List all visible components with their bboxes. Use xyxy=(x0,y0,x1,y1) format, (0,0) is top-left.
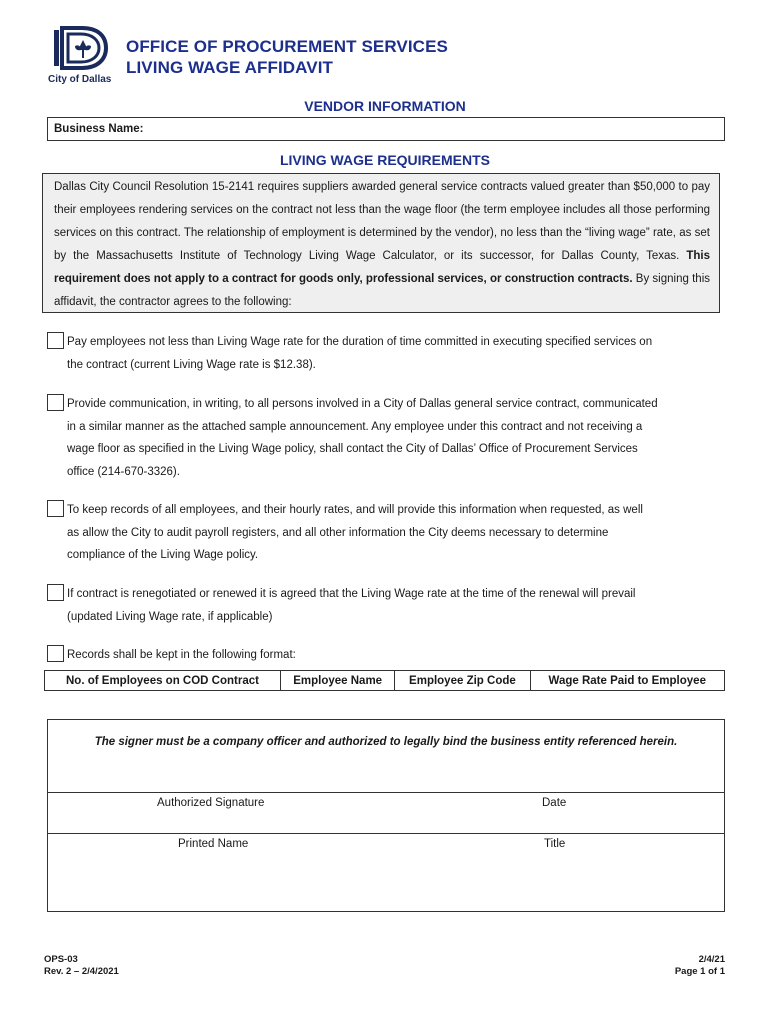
requirements-exclusion-text: This requirement does not apply to a contract for goods only, professional services, or construction contracts. xyxy=(54,250,710,285)
living-wage-requirements-heading: LIVING WAGE REQUIREMENTS xyxy=(279,152,490,168)
agreement-item-records-format xyxy=(47,644,717,667)
title-label: Title xyxy=(544,838,566,850)
employee-records-table xyxy=(44,670,725,691)
item-text-continued: office (214-670-3326). xyxy=(67,465,180,478)
item-text-continued: as allow the City to audit payroll registers, and all other information the City deems necessary to determine xyxy=(67,526,609,539)
date-label: Date xyxy=(542,797,567,809)
business-name-field[interactable] xyxy=(47,117,725,141)
item-text: Provide communication, in writing, to all persons involved in a City of Dallas general service contract, communicated xyxy=(67,398,658,410)
form-code: OPS-03 xyxy=(44,954,78,965)
logo-caption: City of Dallas xyxy=(48,74,112,85)
checkbox[interactable] xyxy=(47,584,64,601)
printed-name-row[interactable] xyxy=(48,833,724,875)
item-text: To keep records of all employees, and their hourly rates, and will provide this information when requested, as well xyxy=(67,504,643,516)
office-title: OFFICE OF PROCUREMENT SERVICES xyxy=(126,37,448,56)
footer-right xyxy=(675,954,725,978)
printed-name-label: Printed Name xyxy=(178,838,249,850)
checkbox[interactable] xyxy=(47,500,64,517)
footer-left xyxy=(44,954,119,978)
column-header: Employee Zip Code xyxy=(395,671,530,691)
agreement-item-keep-records xyxy=(47,499,717,567)
table-header-row xyxy=(45,671,725,691)
column-header: No. of Employees on COD Contract xyxy=(45,671,281,691)
signature-block xyxy=(47,719,725,912)
vendor-information-heading: VENDOR INFORMATION xyxy=(304,98,466,114)
column-header: Wage Rate Paid to Employee xyxy=(530,671,724,691)
agreement-item-pay-employees xyxy=(47,331,717,376)
requirements-agreement-text: By signing this affidavit, the contractor agrees to the following: xyxy=(54,273,710,308)
checkbox[interactable] xyxy=(47,394,64,411)
checkbox[interactable] xyxy=(47,645,64,662)
requirements-text: Dallas City Council Resolution 15-2141 requires suppliers awarded general service contracts valued greater than $50,000 to pay their employees rendering services on the contract not less than the wage floor (the term employee includes all those performing services on this contract. The relationship of employment is determined by the vendor), no less than the “living wage” rate, as set by the Massachusetts Institute of Technology Living Wage Calculator, or its successor, for Dallas County, Texas. xyxy=(54,181,710,262)
item-text-continued: (updated Living Wage rate, if applicable) xyxy=(67,610,273,623)
footer-date: 2/4/21 xyxy=(698,954,725,965)
checkbox[interactable] xyxy=(47,332,64,349)
item-text-continued: in a similar manner as the attached sample announcement. Any employee under this contract and not receiving a xyxy=(67,420,643,433)
requirements-paragraph xyxy=(42,173,720,313)
item-text-continued: compliance of the Living Wage policy. xyxy=(67,549,259,561)
signer-note: The signer must be a company officer and authorized to legally bind the business entity referenced herein. xyxy=(94,736,678,748)
page-number: Page 1 of 1 xyxy=(674,966,725,977)
affidavit-title: LIVING WAGE AFFIDAVIT xyxy=(126,58,334,77)
revision-info: Rev. 2 – 2/4/2021 xyxy=(44,966,119,977)
agreement-item-provide-communication xyxy=(47,393,717,483)
business-name-label: Business Name: xyxy=(54,123,144,135)
signature-row[interactable] xyxy=(48,792,724,834)
item-text: Records shall be kept in the following format: xyxy=(67,649,296,661)
column-header: Employee Name xyxy=(280,671,394,691)
authorized-signature-label: Authorized Signature xyxy=(157,797,265,809)
agreement-item-renewal xyxy=(47,583,717,628)
item-text-continued: the contract (current Living Wage rate is $12.38). xyxy=(67,358,316,371)
item-text-continued: wage floor as specified in the Living Wage policy, shall contact the City of Dallas’ Office of Procurement Services xyxy=(67,443,638,455)
item-text: If contract is renegotiated or renewed it is agreed that the Living Wage rate at the time of the renewal will prevail xyxy=(67,588,636,600)
item-text: Pay employees not less than Living Wage rate for the duration of time committed in executing specified services on xyxy=(67,336,653,348)
